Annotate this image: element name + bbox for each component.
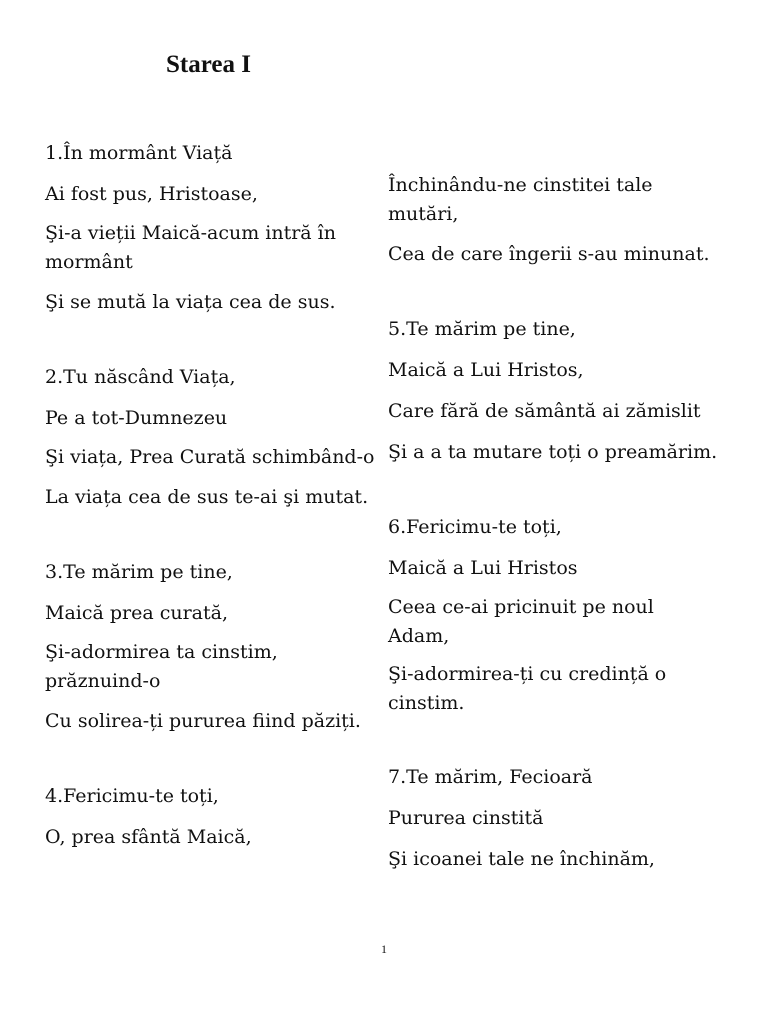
stanza-gap: [388, 727, 718, 761]
left-column: [45, 137, 375, 862]
verse-line: Maică a Lui Hristos: [388, 557, 578, 579]
verse-line: Şi se mută la viața cea de sus.: [45, 291, 336, 313]
stanza-4: [45, 780, 375, 853]
stanza-5: [388, 313, 718, 468]
verse-line: 6.Fericimu-te toți,: [388, 516, 562, 538]
verse-line: Şi-a vieții Maică-acum intră în mormânt: [45, 222, 336, 273]
verse-line: 2.Tu născând Viața,: [45, 366, 236, 388]
verse-line: Închinându-ne cinstitei tale mutări,: [388, 174, 653, 225]
stanza-4-continued: [388, 171, 718, 270]
stanza-gap: [45, 522, 375, 556]
verse-line: Cea de care îngerii s-au minunat.: [388, 243, 710, 265]
verse-line: Ceea ce-ai pricinuit pe noul Adam,: [388, 596, 654, 647]
verse-line: La viața cea de sus te-ai şi mutat.: [45, 486, 369, 508]
verse-line: O, prea sfântă Maică,: [45, 826, 252, 848]
verse-line: 3.Te mărim pe tine,: [45, 561, 233, 583]
verse-line: 1.În mormânt Viață: [45, 142, 233, 164]
verse-line: Pururea cinstită: [388, 807, 544, 829]
verse-line: 4.Fericimu-te toți,: [45, 785, 219, 807]
stanza-3: [45, 556, 375, 737]
stanza-7: [388, 761, 718, 875]
verse-line: Şi a a ta mutare toți o preamărim.: [388, 441, 718, 463]
verse-line: Şi viața, Prea Curată schimbând-o: [45, 446, 375, 468]
page-title: Starea I: [166, 51, 251, 78]
verse-line: Şi-adormirea ta cinstim, prăznuind-o: [45, 641, 278, 692]
verse-line: Şi icoanei tale ne închinăm,: [388, 848, 655, 870]
stanza-gap: [388, 279, 718, 313]
page-number: 1: [381, 942, 387, 956]
stanza-6: [388, 511, 718, 718]
verse-line: 5.Te mărim pe tine,: [388, 318, 576, 340]
verse-line: Ai fost pus, Hristoase,: [45, 183, 258, 205]
verse-line: Maică a Lui Hristos,: [388, 359, 584, 381]
verse-line: Maică prea curată,: [45, 602, 229, 624]
verse-line: Cu solirea-ți pururea fiind păziți.: [45, 710, 361, 732]
stanza-gap: [45, 746, 375, 780]
verse-line: Şi-adormirea-ți cu credință o cinstim.: [388, 663, 667, 714]
stanza-gap: [45, 327, 375, 361]
stanza-1: [45, 137, 375, 318]
verse-line: Pe a tot-Dumnezeu: [45, 407, 228, 429]
verse-line: 7.Te mărim, Fecioară: [388, 766, 593, 788]
right-column: [388, 171, 718, 884]
verse-line: Care fără de sământă ai zămislit: [388, 400, 701, 422]
stanza-gap: [388, 477, 718, 511]
stanza-2: [45, 361, 375, 513]
